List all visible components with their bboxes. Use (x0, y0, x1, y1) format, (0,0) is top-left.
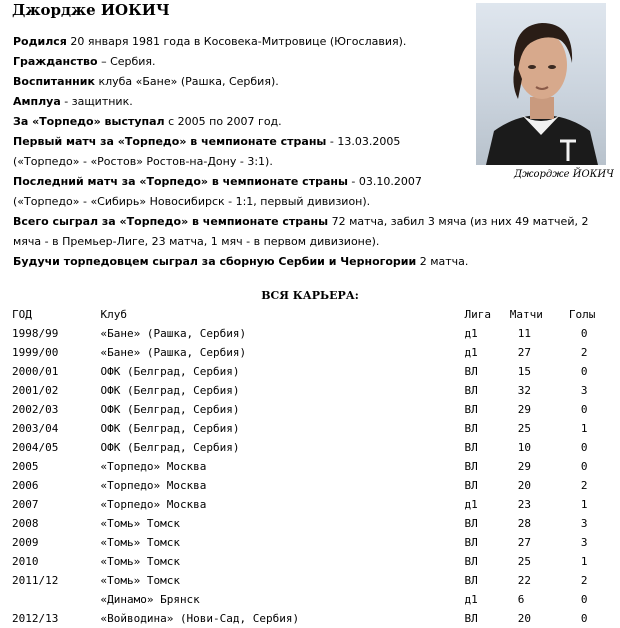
header-club: Клуб (100, 308, 127, 321)
cell-club: «Бане» (Рашка, Сербия) (100, 327, 247, 340)
cell-club: ОФК (Белград, Сербия) (100, 365, 240, 378)
table-row (12, 552, 620, 571)
cell-games: 22 (517, 574, 532, 587)
cell-year: 2002/03 (12, 403, 59, 416)
cell-games: 15 (517, 365, 532, 378)
cell-club: «Торпедо» Москва (100, 479, 207, 492)
cell-goals: 2 (580, 574, 588, 587)
cell-games: 28 (517, 517, 532, 530)
cell-goals: 1 (580, 498, 588, 511)
cell-games: 27 (517, 536, 532, 549)
cell-games: 20 (517, 612, 532, 625)
cell-year: 2006 (12, 479, 39, 492)
cell-goals: 1 (580, 422, 588, 435)
career-rows (12, 324, 620, 628)
header-league: Лига (464, 308, 491, 321)
cell-year: 2001/02 (12, 384, 59, 397)
bio-line-3: Воспитанник клуба «Бане» (Рашка, Сербия). (13, 75, 279, 88)
cell-games: 27 (517, 346, 532, 359)
cell-league: ВЛ (464, 422, 478, 435)
table-row (12, 609, 620, 628)
cell-club: ОФК (Белград, Сербия) (100, 441, 240, 454)
bio-line-7: Последний матч за «Торпедо» в чемпионате страны - 03.10.2007 («Торпедо» - «Сибирь» Новосибирск - 1:1, первый дивизион). (13, 175, 422, 208)
cell-goals: 3 (580, 384, 588, 397)
bio-line-5: За «Торпедо» выступал с 2005 по 2007 год. (13, 115, 282, 128)
cell-club: «Динамо» Брянск (100, 593, 200, 606)
cell-year (12, 590, 100, 609)
table-row (12, 590, 620, 609)
cell-year: 2010 (12, 555, 39, 568)
cell-goals: 2 (580, 479, 588, 492)
header-goals: Голы (568, 308, 596, 321)
cell-league: ВЛ (464, 441, 478, 454)
cell-league: ВЛ (464, 365, 478, 378)
cell-goals: 2 (580, 346, 588, 359)
cell-games: 32 (517, 384, 532, 397)
cell-year: 2008 (12, 517, 39, 530)
cell-goals: 0 (580, 460, 588, 473)
career-table (12, 305, 620, 628)
cell-games: 10 (517, 441, 532, 454)
player-photo (476, 3, 606, 165)
table-row (12, 381, 620, 400)
cell-goals: 3 (580, 517, 588, 530)
cell-games: 29 (517, 403, 532, 416)
cell-club: «Торпедо» Москва (100, 460, 207, 473)
cell-club: ОФК (Белград, Сербия) (100, 384, 240, 397)
cell-league: д1 (464, 346, 478, 359)
cell-goals: 0 (580, 365, 588, 378)
cell-goals: 0 (580, 327, 588, 340)
cell-goals: 0 (580, 612, 588, 625)
table-row (12, 571, 620, 590)
cell-games: 23 (517, 498, 532, 511)
cell-year: 2009 (12, 536, 39, 549)
cell-goals: 3 (580, 536, 588, 549)
career-heading: ВСЯ КАРЬЕРА: (261, 289, 359, 302)
cell-club: «Томь» Томск (100, 536, 180, 549)
bio-line-9: Будучи торпедовцем сыграл за сборную Сербии и Черногории 2 матча. (13, 255, 469, 268)
cell-club: «Томь» Томск (100, 517, 180, 530)
cell-goals: 1 (580, 555, 588, 568)
cell-club: «Томь» Томск (100, 555, 180, 568)
cell-year: 2000/01 (12, 365, 59, 378)
cell-league: ВЛ (464, 517, 478, 530)
cell-goals: 0 (580, 403, 588, 416)
cell-club: «Торпедо» Москва (100, 498, 207, 511)
bio-line-8: Всего сыграл за «Торпедо» в чемпионате страны 72 матча, забил 3 мяча (из них 49 матчей, 2 мяча - в Премьер-Лиге, 23 матча, 1 мяч - в первом дивизионе). (13, 215, 589, 248)
cell-year: 1999/00 (12, 346, 59, 359)
table-row (12, 419, 620, 438)
cell-club: «Томь» Томск (100, 574, 180, 587)
cell-year: 2007 (12, 498, 39, 511)
cell-club: ОФК (Белград, Сербия) (100, 403, 240, 416)
cell-year: 1998/99 (12, 327, 59, 340)
table-row (12, 400, 620, 419)
cell-year: 2003/04 (12, 422, 59, 435)
player-name-title: Джордже ИОКИЧ (12, 1, 170, 19)
cell-games: 25 (517, 422, 532, 435)
cell-year: 2011/12 (12, 574, 59, 587)
table-row (12, 362, 620, 381)
photo-caption: Джордже ЙОКИЧ (514, 169, 614, 180)
player-photo-illustration (476, 3, 606, 165)
table-row (12, 438, 620, 457)
cell-league: ВЛ (464, 403, 478, 416)
bio-line-2: Гражданство – Сербия. (13, 55, 156, 68)
career-header-row (12, 305, 620, 324)
cell-games: 25 (517, 555, 532, 568)
table-row (12, 457, 620, 476)
bio-line-4: Амплуа - защитник. (13, 95, 133, 108)
table-row (12, 343, 620, 362)
cell-games: 29 (517, 460, 532, 473)
table-row (12, 533, 620, 552)
cell-league: ВЛ (464, 574, 478, 587)
cell-league: д1 (464, 593, 478, 606)
cell-club: «Бане» (Рашка, Сербия) (100, 346, 247, 359)
cell-league: ВЛ (464, 479, 478, 492)
cell-club: «Войводина» (Нови-Сад, Сербия) (100, 612, 300, 625)
cell-year: 2005 (12, 460, 39, 473)
cell-games: 6 (517, 593, 525, 606)
bio-line-6: Первый матч за «Торпедо» в чемпионате страны - 13.03.2005 («Торпедо» - «Ростов» Ростов-на-Дону - 3:1). (13, 135, 401, 168)
cell-goals: 0 (580, 593, 588, 606)
cell-league: ВЛ (464, 384, 478, 397)
cell-goals: 0 (580, 441, 588, 454)
cell-league: ВЛ (464, 460, 478, 473)
cell-year: 2004/05 (12, 441, 59, 454)
cell-year: 2012/13 (12, 612, 59, 625)
cell-league: ВЛ (464, 536, 478, 549)
cell-club: ОФК (Белград, Сербия) (100, 422, 240, 435)
cell-league: ВЛ (464, 555, 478, 568)
bio-line-1: Родился 20 января 1981 года в Косовека-Митровице (Югославия). (13, 35, 407, 48)
cell-league: ВЛ (464, 612, 478, 625)
table-row (12, 495, 620, 514)
table-row (12, 324, 620, 343)
cell-league: д1 (464, 327, 478, 340)
table-row (12, 514, 620, 533)
header-year: ГОД (12, 308, 32, 321)
table-row (12, 476, 620, 495)
cell-games: 20 (517, 479, 532, 492)
cell-games: 11 (517, 327, 532, 340)
header-games: Матчи (509, 308, 543, 321)
cell-league: д1 (464, 498, 478, 511)
